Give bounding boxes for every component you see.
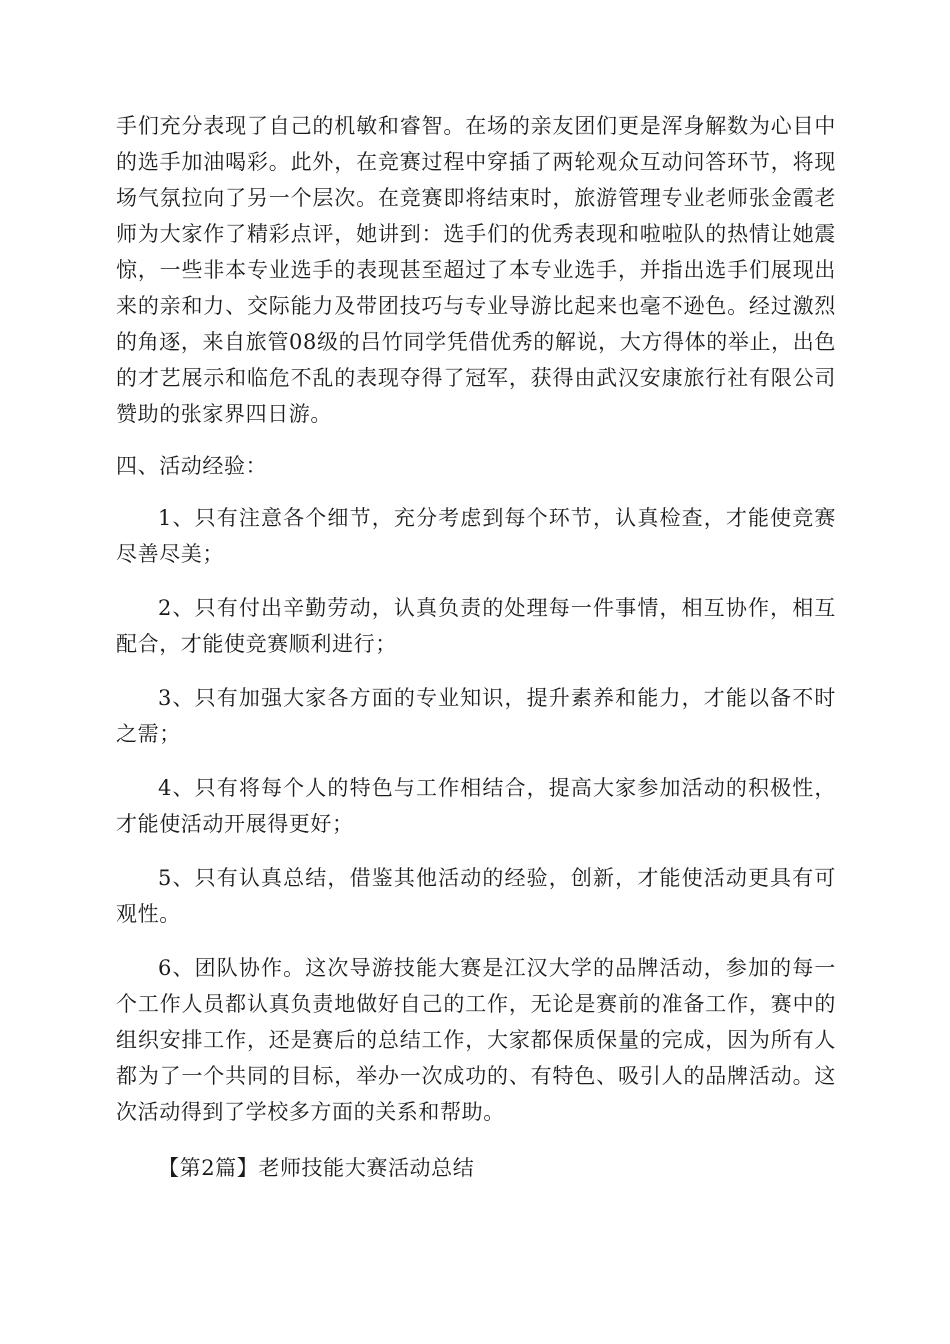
experience-item-6: 6、团队协作。这次导游技能大赛是江汉大学的品牌活动，参加的每一个工作人员都认真负责地做好自己的工作，无论是赛前的准备工作，赛中的组织安排工作，还是赛后的总结工作，大家都保质保量的完成，因为所有人都为了一个共同的目标，举办一次成功的、有特色、吸引人的品牌活动。这次活动得到了学校多方面的关系和帮助。 <box>116 956 836 1124</box>
experience-item-1: 1、只有注意各个细节，充分考虑到每个环节，认真检查，才能使竞赛尽善尽美； <box>116 506 836 566</box>
intro-paragraph: 手们充分表现了自己的机敏和睿智。在场的亲友团们更是浑身解数为心目中的选手加油喝彩。此外，在竞赛过程中穿插了两轮观众互动问答环节，将现场气氛拉向了另一个层次。在竞赛即将结束时，旅游管理专业老师张金霞老师为大家作了精彩点评，她讲到：选手们的优秀表现和啦啦队的热情让她震惊，一些非本专业选手的表现甚至超过了本专业选手，并指出选手们展现出来的亲和力、交际能力及带团技巧与专业导游比起来也毫不逊色。经过激烈的角逐，来自旅管08级的吕竹同学凭借优秀的解说，大方得体的举止，出色的才艺展示和临危不乱的表现夺得了冠军，获得由武汉安康旅行社有限公司赞助的张家界四日游。 <box>116 114 836 426</box>
experience-item-2: 2、只有付出辛勤劳动，认真负责的处理每一件事情，相互协作，相互配合，才能使竞赛顺利进行； <box>116 596 836 656</box>
experience-item-5: 5、只有认真总结，借鉴其他活动的经验，创新，才能使活动更具有可观性。 <box>116 866 836 926</box>
document-body <box>116 108 836 1186</box>
next-article-title: 【第2篇】老师技能大赛活动总结 <box>158 1156 475 1180</box>
experience-item-4: 4、只有将每个人的特色与工作相结合，提高大家参加活动的积极性，才能使活动开展得更好； <box>116 776 836 836</box>
section-heading-activity-experience: 四、活动经验： <box>116 454 268 478</box>
experience-item-3: 3、只有加强大家各方面的专业知识，提升素养和能力，才能以备不时之需； <box>116 686 836 746</box>
